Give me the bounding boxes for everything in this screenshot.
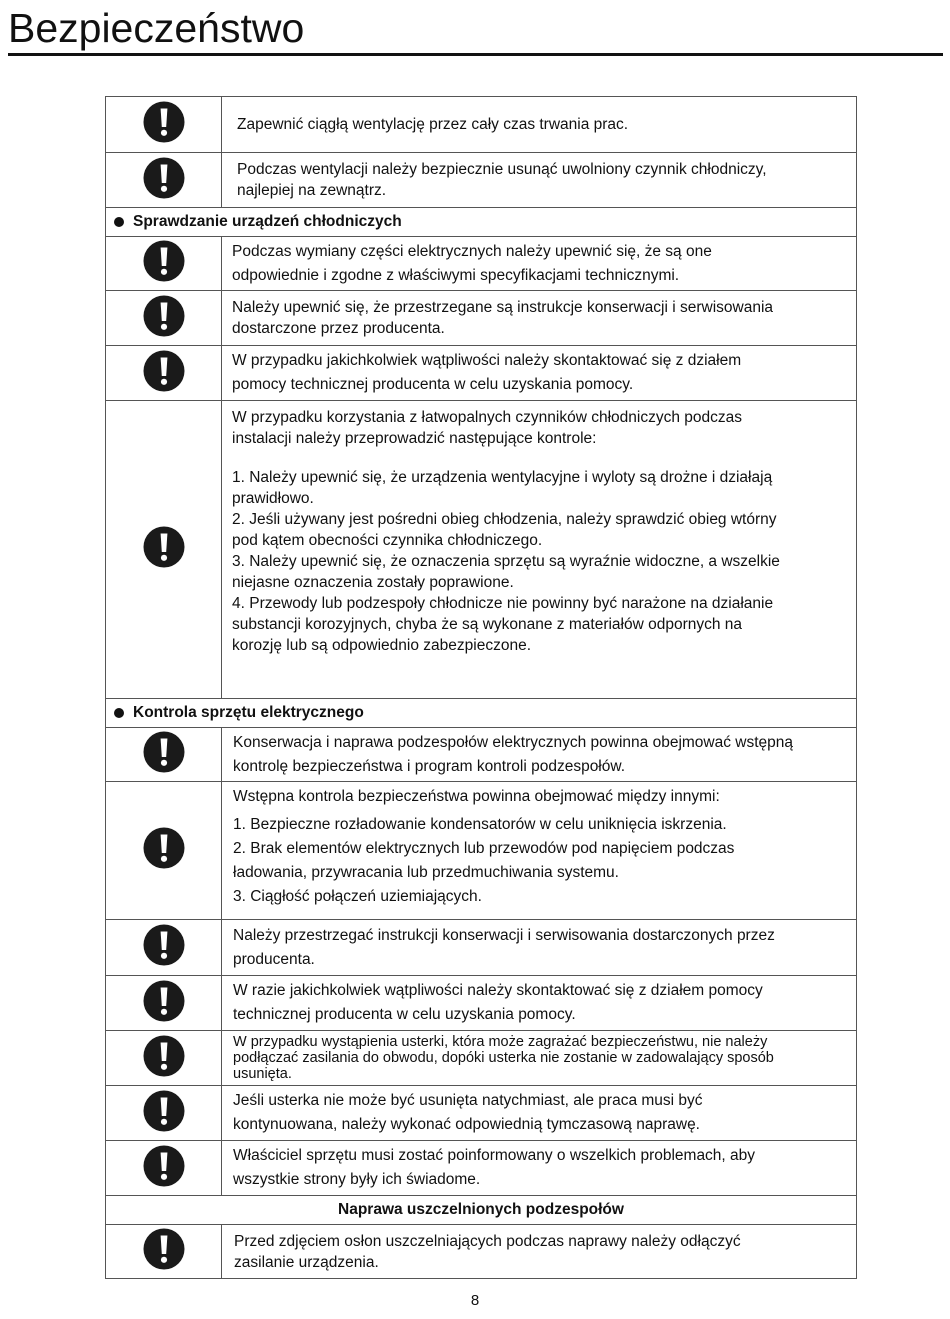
table-cell-text <box>222 976 856 1030</box>
title-underline <box>8 53 943 56</box>
list-item: 2. Jeśli używany jest pośredni obieg chłodzenia, należy sprawdzić obieg wtórny <box>232 511 777 528</box>
list-item: 3. Ciągłość połączeń uziemiających. <box>233 888 482 905</box>
exclamation-circle-icon <box>142 294 186 343</box>
table-row <box>106 345 856 400</box>
table-row <box>106 1140 856 1195</box>
text-line: pomocy technicznej producenta w celu uzyskania pomocy. <box>232 376 634 393</box>
list-item: korozję lub są odpowiednio zabezpieczone. <box>232 637 532 654</box>
text-line: Podczas wymiany części elektrycznych należy upewnić się, że są one <box>232 242 712 260</box>
warning-icon-cell <box>106 728 222 781</box>
list-item: substancji korozyjnych, chyba że są wykonane z materiałów odpornych na <box>232 616 743 633</box>
warning-icon-cell <box>106 920 222 975</box>
exclamation-circle-icon <box>142 239 186 288</box>
text-line: odpowiednie i zgodne z właściwymi specyfikacjami technicznymi. <box>232 266 680 284</box>
warning-icon-cell <box>106 782 222 919</box>
list-item: niejasne oznaczenia zostały poprawione. <box>232 574 514 591</box>
table-cell-text <box>222 1141 856 1195</box>
text-line: wszystkie strony były ich świadome. <box>233 1171 481 1188</box>
page-title: Bezpieczeństwo <box>8 5 305 51</box>
text-line: instalacji należy przeprowadzić następujące kontrole: <box>232 430 597 447</box>
exclamation-circle-icon <box>142 1144 186 1193</box>
text-line: kontrolę bezpieczeństwa i program kontroli podzespołów. <box>233 757 626 775</box>
text-line: Jeśli usterka nie może być usunięta natychmiast, ale praca musi być <box>233 1092 703 1109</box>
bullet-icon <box>114 708 124 718</box>
text-line: Właściciel sprzętu musi zostać poinformowany o wszelkich problemach, aby <box>233 1147 756 1164</box>
warning-icon-cell <box>106 153 222 207</box>
table-cell-text <box>222 153 856 207</box>
page-number: 8 <box>470 1292 480 1309</box>
table-row <box>106 781 856 919</box>
text-line: W przypadku korzystania z łatwopalnych czynników chłodniczych podczas <box>232 409 743 426</box>
text-line: podłączać zasilania do obwodu, dopóki usterka nie zostanie w zadowalający sposób <box>233 1050 774 1066</box>
table-row <box>106 236 856 290</box>
list-item: 1. Bezpieczne rozładowanie kondensatorów w celu uniknięcia iskrzenia. <box>233 816 727 833</box>
warning-icon-cell <box>106 97 222 152</box>
table-cell-text <box>222 291 856 345</box>
warning-icon-cell <box>106 1031 222 1085</box>
list-item: pod kątem obecności czynnika chłodniczego. <box>232 532 543 549</box>
text-line: technicznej producenta w celu uzyskania pomocy. <box>233 1006 576 1023</box>
table-cell-text <box>222 237 856 290</box>
section-heading-text: Sprawdzanie urządzeń chłodniczych <box>133 213 402 230</box>
table-cell-text <box>222 782 856 919</box>
list-item: 4. Przewody lub podzespoły chłodnicze nie powinny być narażone na działanie <box>232 595 774 612</box>
table-cell-text <box>222 728 856 781</box>
exclamation-circle-icon <box>142 349 186 398</box>
table-row <box>106 1224 856 1278</box>
list-item: 2. Brak elementów elektrycznych lub przewodów pod napięciem podczas <box>233 840 735 857</box>
warning-icon-cell <box>106 976 222 1030</box>
list-item: 1. Należy upewnić się, że urządzenia wentylacyjne i wyloty są drożne i działają <box>232 469 773 486</box>
table-cell-text <box>222 1225 856 1278</box>
exclamation-circle-icon <box>142 156 186 205</box>
table-row <box>106 975 856 1030</box>
table-row <box>106 400 856 698</box>
warning-icon-cell <box>106 1225 222 1278</box>
table-row <box>106 1030 856 1085</box>
text-line: W razie jakichkolwiek wątpliwości należy skontaktować się z działem pomocy <box>233 982 763 999</box>
section-heading-text: Kontrola sprzętu elektrycznego <box>133 704 364 721</box>
table-cell-text <box>222 920 856 975</box>
warning-icon-cell <box>106 401 222 698</box>
table-row <box>106 97 856 152</box>
exclamation-circle-icon <box>142 826 186 875</box>
table-cell-text <box>222 1031 856 1085</box>
table-row <box>106 1085 856 1140</box>
safety-table <box>105 96 857 1279</box>
warning-icon-cell <box>106 1086 222 1140</box>
table-row <box>106 152 856 207</box>
text-line: W przypadku jakichkolwiek wątpliwości należy skontaktować się z działem <box>232 352 742 369</box>
warning-icon-cell <box>106 346 222 400</box>
text-line: kontynuowana, należy wykonać odpowiednią tymczasową naprawę. <box>233 1116 700 1133</box>
warning-icon-cell <box>106 291 222 345</box>
table-row <box>106 290 856 345</box>
table-row <box>106 919 856 975</box>
warning-icon-cell <box>106 1141 222 1195</box>
text-line: dostarczone przez producenta. <box>232 320 445 337</box>
exclamation-circle-icon <box>142 923 186 972</box>
list-item: 3. Należy upewnić się, że oznaczenia sprzętu są wyraźnie widoczne, a wszelkie <box>232 553 780 570</box>
table-row <box>106 727 856 781</box>
bullet-icon <box>114 217 124 227</box>
list-item: ładowania, przywracania lub przedmuchiwania systemu. <box>233 864 619 881</box>
text-line: Należy przestrzegać instrukcji konserwacji i serwisowania dostarczonych przez <box>233 926 775 944</box>
section-heading-refrigeration <box>106 207 856 236</box>
text-line: Przed zdjęciem osłon uszczelniających podczas naprawy należy odłączyć <box>234 1232 741 1250</box>
exclamation-circle-icon <box>142 1089 186 1138</box>
exclamation-circle-icon <box>142 1034 186 1083</box>
warning-icon-cell <box>106 237 222 290</box>
exclamation-circle-icon <box>142 100 186 149</box>
table-cell-text <box>222 1086 856 1140</box>
list-item: prawidłowo. <box>232 490 314 507</box>
exclamation-circle-icon <box>142 730 186 779</box>
text-line: Należy upewnić się, że przestrzegane są instrukcje konserwacji i serwisowania <box>232 299 774 316</box>
text-line: Podczas wentylacji należy bezpiecznie usunąć uwolniony czynnik chłodniczy, <box>237 161 767 178</box>
section-heading-sealed: Naprawa uszczelnionych podzespołów <box>106 1195 856 1224</box>
text-line: producenta. <box>233 950 315 968</box>
text-line: W przypadku wystąpienia usterki, która może zagrażać bezpieczeństwu, nie należy <box>233 1034 768 1050</box>
text-line: najlepiej na zewnątrz. <box>237 182 387 199</box>
table-cell-text <box>222 401 856 698</box>
text-line: Zapewnić ciągłą wentylację przez cały czas trwania prac. <box>237 116 629 133</box>
table-cell-text <box>222 346 856 400</box>
text-line: usunięta. <box>233 1066 292 1082</box>
table-cell-text <box>222 97 856 152</box>
exclamation-circle-icon <box>142 525 186 574</box>
text-line: Konserwacja i naprawa podzespołów elektrycznych powinna obejmować wstępną <box>233 733 794 751</box>
text-line: zasilanie urządzenia. <box>234 1253 379 1271</box>
section-heading-electrical <box>106 698 856 727</box>
text-line: Wstępna kontrola bezpieczeństwa powinna obejmować między innymi: <box>233 788 720 805</box>
exclamation-circle-icon <box>142 979 186 1028</box>
exclamation-circle-icon <box>142 1227 186 1276</box>
